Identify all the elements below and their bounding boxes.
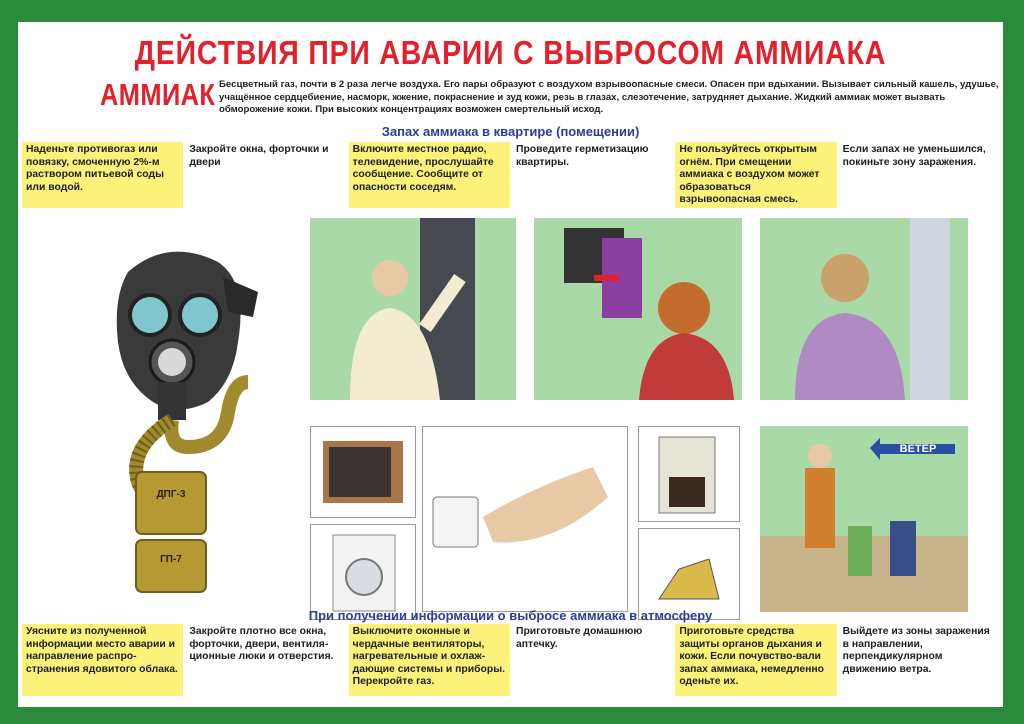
ammonia-description: Бесцветный газ, почти в 2 раза легче воздуха. Его пары образуют с воздухом взрывоопасные смеси. Опасен при вдыхании. Вызывает сильный кашель, удушье, учащённое сердцебиение, насморк, жжение, покраснение и зуд кожи, резь в глазах, слезотечение, затрудняет дыхание. Жидкий аммиак может вызвать обморожение кожи. При высоких концентрациях возможен смертельный исход. bbox=[219, 79, 999, 115]
sealing-vent-illustration bbox=[534, 218, 742, 400]
atmosphere-step-1: Уясните из полученной информации место аварии и направление распро-странения ядовитого облака. bbox=[22, 624, 183, 696]
filter-bottom-label: ГП-7 bbox=[160, 554, 182, 565]
apartment-step-3: Включите местное радио, телевидение, прослушайте сообщение. Сообщите от опасности соседям. bbox=[349, 142, 510, 208]
apartment-steps bbox=[22, 142, 1000, 208]
ammonia-label: АММИАК bbox=[100, 77, 216, 112]
atmosphere-step-5: Приготовьте средства защиты органов дыхания и кожи. Если почувство-вали запах аммиака, немедленно оденьте их. bbox=[675, 624, 836, 696]
atmosphere-steps bbox=[22, 624, 1000, 696]
atmosphere-step-3: Выключите оконные и чердачные вентиляторы, нагревательные и охлаж-дающие системы и приборы. Перекройте газ. bbox=[349, 624, 510, 696]
atmosphere-step-6: Выйдете из зоны заражения в направлении, перпендикулярном движению ветра. bbox=[839, 624, 1000, 696]
apartment-step-4: Проведите герметизацию квартиры. bbox=[512, 142, 673, 208]
washing-machine-illustration bbox=[310, 524, 416, 620]
apartment-step-1: Наденьте противогаз или повязку, смоченную 2%-м раствором питьевой соды или водой. bbox=[22, 142, 183, 208]
atmosphere-step-2: Закройте плотно все окна, форточки, двери, вентиля-ционные люки и отверстия. bbox=[185, 624, 346, 696]
apartment-step-2: Закройте окна, форточки и двери bbox=[185, 142, 346, 208]
wind-evacuation-illustration bbox=[760, 426, 968, 612]
gas-mask-illustration bbox=[58, 232, 298, 602]
illustrations-band bbox=[18, 212, 1003, 600]
poster-sheet bbox=[18, 22, 1003, 707]
poster-title: ДЕЙСТВИЯ ПРИ АВАРИИ С ВЫБРОСОМ АММИАКА bbox=[134, 34, 887, 71]
atmosphere-step-4: Приготовьте домашнюю аптечку. bbox=[512, 624, 673, 696]
tv-illustration bbox=[310, 426, 416, 518]
apartment-step-6: Если запах не уменьшился, покиньте зону заражения. bbox=[839, 142, 1000, 208]
iron-illustration bbox=[638, 528, 740, 620]
unplug-illustration bbox=[422, 426, 628, 612]
apartment-step-5: Не пользуйтесь открытым огнём. При смещении аммиака с воздухом может образоваться взрывоопасная смесь. bbox=[675, 142, 836, 208]
closing-door-illustration bbox=[310, 218, 516, 400]
leaving-zone-illustration bbox=[760, 218, 968, 400]
wind-label: ВЕТЕР bbox=[899, 443, 937, 455]
coffee-maker-illustration bbox=[638, 426, 740, 522]
filter-top-label: ДПГ-3 bbox=[156, 489, 186, 500]
section-atmosphere-title: При получении информации о выбросе аммиака в атмосферу bbox=[308, 608, 713, 623]
section-apartment-title: Запах аммиака в квартире (помещении) bbox=[381, 124, 640, 139]
